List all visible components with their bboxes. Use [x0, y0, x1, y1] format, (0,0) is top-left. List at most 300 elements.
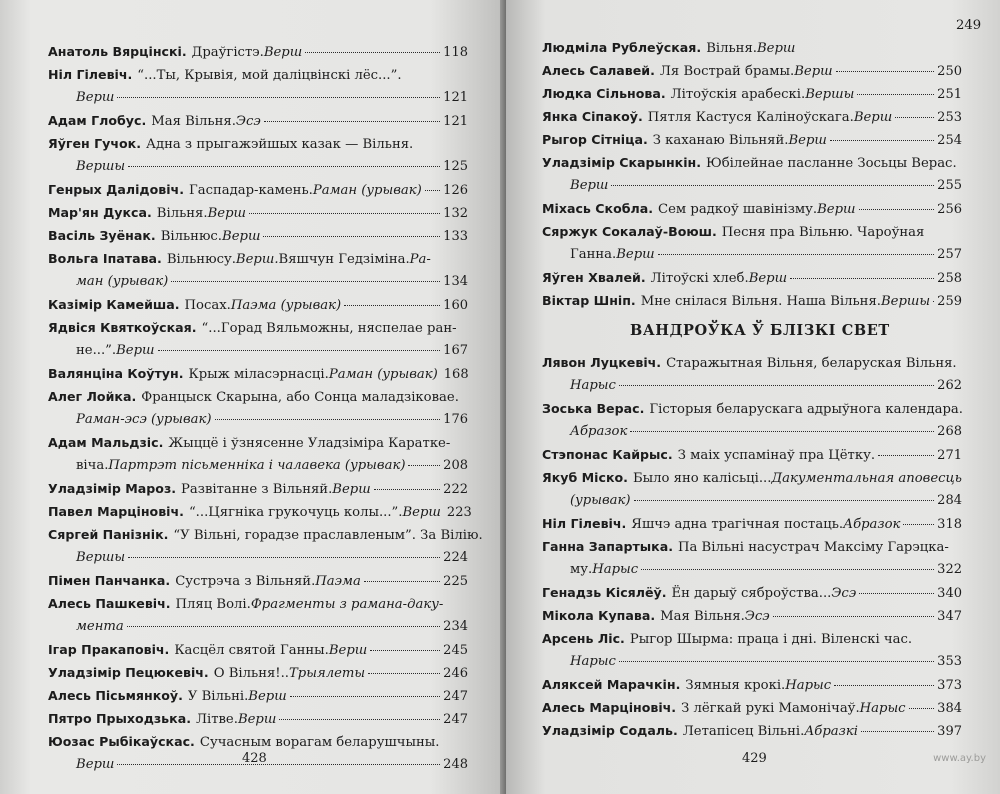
entry-author: Людка Сільнова. [542, 86, 666, 101]
entry-author: Анатоль Вярцінскі. [48, 44, 187, 59]
entry-title: “...Горад Вяльможны, няспелае ран- [201, 321, 457, 336]
toc-entry-line [48, 504, 472, 520]
entry-genre: Партрэт пісьменніка і чалавека (урывак) [108, 458, 406, 473]
entry-genre: Верш [788, 133, 827, 148]
toc-entry [48, 389, 468, 428]
entry-title: Літве. [195, 712, 238, 727]
entry-title: Драўгістэ. [191, 45, 264, 60]
entry-title: Жыццё і ўзнясенне Уладзіміра Караткe- [168, 436, 451, 451]
toc-entry [542, 109, 962, 125]
toc-entry-line [48, 596, 468, 612]
entry-author: Ігар Пракаповіч. [48, 642, 170, 657]
entry-author: Арсень Ліс. [542, 631, 625, 646]
entry-page-number: 224 [443, 550, 468, 565]
toc-entry [48, 228, 468, 244]
entry-author: Людміла Рублеўская. [542, 40, 702, 55]
entry-title: Сем радкоў шавінізму. [658, 202, 818, 217]
toc-entry [48, 665, 468, 681]
entry-author: Аляксей Марачкін. [542, 677, 681, 692]
entry-author: Адам Глобус. [48, 113, 147, 128]
toc-entry [48, 251, 468, 290]
entry-author: Генадзь Кісялёў. [542, 585, 667, 600]
entry-genre: Раман (урывак) [328, 367, 438, 382]
entry-title: Ля Вострай брамы. [659, 64, 795, 79]
leader-dots [611, 185, 934, 186]
entry-page-number: 118 [443, 45, 468, 60]
toc-entry [48, 67, 468, 106]
entry-page-number: 322 [937, 562, 962, 577]
toc-entry [542, 355, 962, 394]
entry-page-number: 258 [937, 271, 962, 286]
entry-page-number: 208 [443, 458, 468, 473]
entry-page-number: 248 [443, 757, 468, 772]
leader-dots [290, 696, 440, 697]
toc-entry-line [542, 378, 962, 394]
entry-genre: Верш [794, 64, 833, 79]
entry-page-number: 259 [937, 294, 962, 309]
entry-title: Зямныя крокі. [685, 678, 786, 693]
leader-dots [790, 278, 934, 279]
leader-dots [117, 764, 440, 765]
toc-entry [542, 401, 962, 440]
leader-dots [364, 581, 440, 582]
entry-genre: мента [76, 619, 124, 634]
entry-page-number: 168 [443, 367, 469, 382]
entry-genre: Нарыс [859, 701, 906, 716]
toc-entry-line [542, 516, 962, 532]
entry-page-number: 253 [937, 110, 962, 125]
entry-title: У Вільні. [187, 689, 249, 704]
entry-title: Развітанне з Вільняй. [181, 482, 333, 497]
entry-genre: Ра- [409, 252, 431, 267]
entry-page-number: 255 [937, 178, 962, 193]
entry-author: Пятро Прыходзька. [48, 711, 191, 726]
entry-page-number: 126 [443, 183, 468, 198]
toc-entry [48, 435, 468, 474]
entry-genre: Нарыс [570, 378, 616, 393]
leader-dots [861, 731, 934, 732]
entry-page-number: 234 [443, 619, 468, 634]
toc-entry [48, 527, 483, 566]
entry-genre: Абразок [570, 424, 628, 439]
entry-title: Літоўскі хлеб. [650, 271, 749, 286]
entry-genre: Нарыс [785, 678, 832, 693]
leader-dots [878, 455, 934, 456]
toc-entry [48, 573, 468, 589]
entry-author: Алесь Салавей. [542, 63, 655, 78]
leader-dots [264, 121, 440, 122]
entry-author: Генрых Далідовіч. [48, 182, 184, 197]
leader-dots [641, 569, 934, 570]
entry-author: Казімір Камейша. [48, 297, 180, 312]
leader-dots [658, 254, 935, 255]
leader-dots [836, 71, 935, 72]
toc-entry [542, 224, 962, 263]
entry-title: Францыск Скарына, або Сонца маладзіковае. [141, 390, 459, 405]
toc-entry-line [48, 67, 468, 83]
toc-entry-line [48, 573, 468, 589]
entry-genre: Дакументальная аповесць [771, 471, 962, 486]
leader-dots [158, 350, 441, 351]
toc-entry-line [542, 677, 962, 693]
leader-dots [117, 97, 440, 98]
toc-entry [48, 366, 468, 382]
toc-entry-line [542, 470, 962, 486]
entry-author: Яўген Гучок. [48, 136, 141, 151]
leader-dots [859, 209, 935, 210]
toc-entry [542, 447, 962, 463]
left-page-number: 428 [242, 751, 267, 766]
entry-genre: Нарыс [570, 654, 616, 669]
toc-entry [542, 270, 962, 286]
entry-title: З лёгкай рукі Мамонічаў. [681, 701, 860, 716]
entry-page-number: 132 [443, 206, 468, 221]
entry-title: Гісторыя беларускага адрыўнога календара. [649, 402, 963, 417]
entry-title: Яшчэ адна трагічная постаць. [631, 517, 844, 532]
entry-author: Стэпонас Кайрыс. [542, 447, 673, 462]
entry-page-number: 167 [443, 343, 468, 358]
entry-genre: Эсэ [744, 609, 770, 624]
leader-dots [903, 524, 934, 525]
entry-title: З маіх успамінаў пра Цётку. [677, 448, 876, 463]
leader-dots [215, 419, 441, 420]
entry-author: Уладзімір Скарынкін. [542, 155, 701, 170]
entry-author: Алесь Марціновіч. [542, 700, 677, 715]
entry-genre: Верш [248, 689, 287, 704]
entry-title: Посах. [184, 298, 231, 313]
entry-genre: ман (урывак) [76, 274, 169, 289]
entry-page-number: 222 [443, 482, 468, 497]
entry-title: Касцёл святой Ганны. [174, 643, 329, 658]
entry-genre: Верш [222, 229, 261, 244]
toc-entry-line [542, 86, 962, 102]
entry-author: Уладзімір Содаль. [542, 723, 678, 738]
toc-entry [48, 297, 468, 313]
entry-genre: Вершы [880, 294, 931, 309]
toc-entry-line [48, 274, 468, 290]
entry-genre: Верш [207, 206, 247, 221]
entry-page-number: 121 [443, 114, 468, 129]
entry-author: Міхась Скобла. [542, 201, 654, 216]
entry-author: Ніл Гілевіч. [48, 67, 133, 82]
toc-entry-line [48, 412, 468, 428]
leader-dots [263, 236, 440, 237]
entry-author: Ніл Гілевіч. [542, 516, 627, 531]
leader-dots [279, 719, 440, 720]
entry-page-number: 176 [443, 412, 468, 427]
toc-entry-line [542, 608, 962, 624]
entry-page-number: 160 [443, 298, 468, 313]
entry-author: Алесь Пісьмянкоў. [48, 688, 183, 703]
entry-page-number: 268 [937, 424, 962, 439]
entry-title: “...Ты, Крывія, мой даліцвінскі лёс...”. [137, 68, 402, 83]
entry-genre: Верш [756, 41, 796, 56]
entry-title: Мая Вільня. [151, 114, 236, 129]
entry-author: Яўген Хвалей. [542, 270, 646, 285]
toc-entry [48, 596, 468, 635]
toc-entry [542, 700, 962, 716]
entry-title: му. [570, 562, 593, 577]
entry-genre: Верш [616, 247, 655, 262]
toc-entry-line [542, 447, 962, 463]
toc-entry-line [542, 723, 962, 739]
entry-title: віча. [76, 458, 109, 473]
toc-entry [542, 201, 962, 217]
entry-genre: (урывак) [570, 493, 631, 508]
toc-entry-line [542, 224, 962, 240]
entry-page-number: 254 [937, 133, 962, 148]
entry-page-number: 347 [937, 609, 962, 624]
entry-author: Валянціна Коўтун. [48, 366, 184, 381]
toc-entry-line [48, 366, 468, 382]
watermark: www.ay.by [933, 753, 986, 764]
leader-dots [857, 94, 934, 95]
entry-genre: Верш [570, 178, 609, 193]
toc-entry-line [542, 109, 962, 125]
entry-genre: Верш [328, 643, 368, 658]
entry-genre: Паэма [315, 574, 361, 589]
toc-entry [542, 63, 962, 79]
entry-genre: Верш [332, 482, 371, 497]
leader-dots [909, 708, 935, 709]
entry-author: Віктар Шніп. [542, 293, 636, 308]
entry-page-number: 249 [956, 18, 982, 33]
leader-dots [834, 685, 934, 686]
toc-entry-line [542, 562, 962, 578]
toc-entry-line [542, 424, 962, 440]
toc-entry-line [542, 355, 962, 371]
toc-entry-line [542, 654, 962, 670]
toc-entry [48, 182, 468, 198]
entry-title: “У Вільні, горадзе праславленым”. За Вілію. [173, 528, 483, 543]
entry-title: Вільня. [156, 206, 208, 221]
leader-dots [859, 593, 934, 594]
toc-entry-line [48, 343, 468, 359]
toc-entry-line [48, 251, 468, 267]
entry-genre: Раман (урывак) [312, 183, 422, 198]
entry-genre: Вершы [76, 159, 126, 174]
toc-entry [48, 711, 468, 727]
toc-entry [542, 677, 962, 693]
entry-title: Крыж міласэрнасці. [188, 367, 329, 382]
entry-author: Павел Марціновіч. [48, 504, 184, 519]
toc-entry-line [48, 642, 468, 658]
toc-entry-line [48, 458, 468, 474]
leader-dots [830, 140, 934, 141]
toc-entry-line [48, 320, 468, 336]
entry-title: З каханаю Вільняй. [652, 133, 789, 148]
entry-author: Уладзімір Мароз. [48, 481, 177, 496]
toc-entry-line [48, 205, 468, 221]
entry-author: Сяргей Панізнік. [48, 527, 169, 542]
toc-entry [542, 470, 962, 509]
entry-author: Сяржук Сокалаў-Воюш. [542, 224, 717, 239]
entry-genre: Нарыс [592, 562, 639, 577]
entry-genre: Верш [76, 757, 115, 772]
toc-entry-line [542, 40, 962, 56]
entry-title: Было яно калісьці... [632, 471, 772, 486]
leader-dots [773, 616, 935, 617]
entry-genre: Верш [263, 45, 303, 60]
toc-entry-line [48, 297, 468, 313]
toc-entry-line [48, 159, 468, 175]
toc-entry [542, 40, 962, 56]
entry-title: Адна з прыгажэйшых казак — Вільня. [145, 137, 414, 152]
entry-author: Пімен Панчанка. [48, 573, 171, 588]
entry-page-number: 121 [443, 90, 468, 105]
entry-genre: Фрагменты з рамана-даку- [250, 597, 444, 612]
entry-title: Вільнюс. [160, 229, 223, 244]
leader-dots [895, 117, 934, 118]
toc-entry-line [48, 688, 468, 704]
toc-entry [542, 155, 962, 194]
toc-entry-line [48, 619, 468, 635]
toc-entry-line [48, 113, 468, 129]
entry-author: Алег Лойка. [48, 389, 137, 404]
toc-entry-line [542, 155, 962, 171]
entry-author: Уладзімір Пецюкевіч. [48, 665, 209, 680]
toc-entry [542, 293, 962, 309]
entry-genre: Верш [853, 110, 893, 125]
toc-entry-line [542, 63, 962, 79]
toc-entry [48, 642, 468, 658]
toc-entry-line [542, 493, 962, 509]
leader-dots [619, 385, 934, 386]
entry-genre: Паэма (урывак) [230, 298, 342, 313]
toc-entry [542, 86, 962, 102]
entry-author: Юозас Рыбікаўскас. [48, 734, 195, 749]
leader-dots [128, 166, 440, 167]
entry-page-number: 246 [443, 666, 468, 681]
toc-entry [48, 320, 468, 359]
toc-entry-line [542, 247, 962, 263]
toc-entry [542, 585, 962, 601]
entry-author: Алесь Пашкевіч. [48, 596, 171, 611]
leader-dots [425, 190, 440, 191]
toc-entry [542, 608, 962, 624]
entry-author: Рыгор Сітніца. [542, 132, 648, 147]
entry-page-number: 247 [443, 689, 468, 704]
leader-dots [128, 557, 440, 558]
toc-entry-line [48, 711, 468, 727]
entry-genre: Верш. [235, 252, 279, 267]
toc-entry-line [542, 270, 962, 286]
entry-title: Мая Вільня. [660, 609, 745, 624]
entry-page-number: 340 [937, 586, 962, 601]
toc-entry-line [48, 44, 468, 60]
toc-entry-line [48, 734, 468, 750]
entry-page-number: 262 [937, 378, 962, 393]
leader-dots [933, 301, 934, 302]
entry-genre: Верш [748, 271, 788, 286]
toc-entry-line [542, 132, 962, 148]
entry-genre: Раман-эсэ (урывак) [76, 412, 212, 427]
entry-title: Юбілейнае пасланне Зосьцы Верас. [706, 156, 957, 171]
entry-page-number: 133 [443, 229, 468, 244]
entry-title: Летапісец Вільні. [682, 724, 805, 739]
entry-author: Зоська Верас. [542, 401, 645, 416]
leader-dots [634, 500, 935, 501]
entry-page-number: 250 [937, 64, 962, 79]
entry-genre: Верш [237, 712, 277, 727]
entry-title: Ганна. [570, 247, 617, 262]
entry-genre: Верш [402, 505, 441, 520]
entry-title: О Вільня!.. [213, 666, 289, 681]
entry-title: Вільнюсу. [166, 252, 236, 267]
toc-entry-line [48, 527, 483, 543]
toc-entry-line [48, 228, 468, 244]
entry-page-number: 256 [937, 202, 962, 217]
entry-title: Ён дарыў сяброўства... [671, 586, 832, 601]
leader-dots [374, 489, 440, 490]
leader-dots [368, 673, 440, 674]
toc-entry [542, 539, 962, 578]
entry-title: Вяшчун Гедзіміна. [278, 252, 410, 267]
entry-author: Вольга Іпатава. [48, 251, 162, 266]
toc-entry [48, 481, 468, 497]
toc-entry-line [542, 401, 962, 417]
toc-entry-line [542, 631, 962, 647]
entry-page-number: 318 [937, 517, 962, 532]
entry-genre: Верш [76, 90, 115, 105]
toc-entry [48, 504, 472, 520]
entry-page-number: 225 [443, 574, 468, 589]
entry-author: Адам Мальдзіс. [48, 435, 164, 450]
entry-author: Ядвіся Квяткоўская. [48, 320, 197, 335]
leader-dots [344, 305, 440, 306]
toc-entry-line [542, 201, 962, 217]
entry-title: Старажытная Вільня, беларуская Вільня. [666, 356, 957, 371]
entry-page-number: 134 [443, 274, 468, 289]
right-page [506, 0, 1000, 794]
entry-title: Пляц Волі. [175, 597, 251, 612]
entry-page-number: 397 [937, 724, 962, 739]
entry-author: Янка Сіпакоў. [542, 109, 643, 124]
entry-page-number: 373 [937, 678, 962, 693]
entry-page-number: 247 [443, 712, 468, 727]
toc-entry [542, 132, 962, 148]
entry-genre: Эсэ [831, 586, 857, 601]
leader-dots [619, 661, 934, 662]
leader-dots [408, 465, 440, 466]
entry-page-number: 245 [443, 643, 468, 658]
leader-dots [370, 650, 440, 651]
entry-page-number: 384 [937, 701, 962, 716]
entry-title: Рыгор Шырма: праца і дні. Віленскі час. [629, 632, 913, 647]
toc-entry-line [48, 481, 468, 497]
entry-title: Сучасным ворагам беларушчыны. [199, 735, 440, 750]
entry-genre: Абразкі [804, 724, 858, 739]
entry-author: Васіль Зуёнак. [48, 228, 156, 243]
toc-entry-line [48, 435, 468, 451]
toc-entry [48, 44, 468, 60]
toc-entry [542, 516, 962, 532]
toc-entry [542, 723, 962, 739]
entry-genre: Абразок [843, 517, 901, 532]
entry-author: Лявон Луцкевіч. [542, 355, 662, 370]
entry-page-number: 353 [937, 654, 962, 669]
right-page-number: 429 [742, 751, 767, 766]
toc-entry-line [48, 550, 468, 566]
entry-author: Мікола Купава. [542, 608, 656, 623]
entry-genre: Верш [817, 202, 856, 217]
leader-dots [127, 626, 440, 627]
entry-title: Гаспадар-камень. [188, 183, 313, 198]
entry-page-number: 251 [937, 87, 962, 102]
entry-page-number: 284 [937, 493, 962, 508]
toc-entry-line [542, 178, 962, 194]
entry-title: Сустрэча з Вільняй. [175, 574, 316, 589]
